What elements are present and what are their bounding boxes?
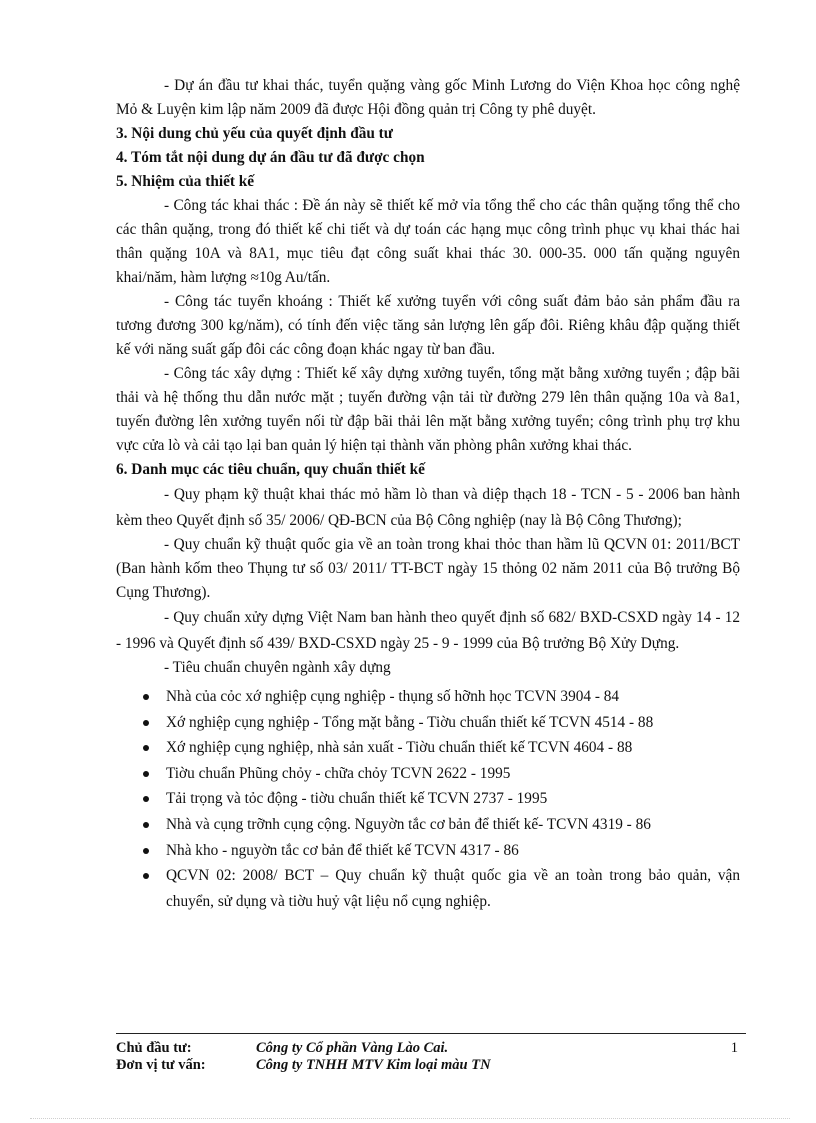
list-item-text: Xớ nghiệp cụng nghiệp, nhà sản xuất - Tiờu chuẩn thiết kế TCVN 4604 - 88 (166, 739, 633, 757)
bullet-icon (143, 796, 149, 802)
footer-owner-row (116, 1040, 746, 1057)
list-item (116, 863, 740, 914)
list-item (116, 735, 740, 761)
standards-list (116, 684, 740, 914)
bullet-icon (143, 694, 149, 700)
consultant-value: Công ty TNHH MTV Kim loại màu TN (256, 1057, 491, 1073)
list-item (116, 710, 740, 736)
bullet-icon (143, 745, 149, 751)
bullet-icon (143, 720, 149, 726)
intro-paragraph: - Dự án đầu tư khai thác, tuyển quặng vàng gốc Minh Lương do Viện Khoa học công nghệ Mỏ & Luyện kim lập năm 2009 đã được Hội đồng quản trị Công ty phê duyệt. (116, 77, 740, 118)
document-body (116, 74, 740, 914)
list-item-text: Nhà của cỏc xớ nghiệp cụng nghiệp - thụng số hỡnh học TCVN 3904 - 84 (166, 688, 620, 705)
mining-regulation-paragraph: - Quy phạm kỹ thuật khai thác mỏ hầm lò than và diệp thạch 18 - TCN - 5 - 2006 ban hành kèm theo Quyết định số 35/ 2006/ QĐ-BCN của Bộ Công nghiệp (nay là Bộ Công Thương); (116, 486, 740, 529)
construction-work-paragraph: - Công tác xây dựng : Thiết kế xây dựng xưởng tuyển, tổng mặt bằng xưởng tuyển ; đập bãi thải và hệ thống thu dẫn nước mặt ; tuyến đường vận tải từ đường 279 lên thân quặng 10a và 8a1, tuyến đường lên xưởng tuyển nối từ đập bãi thải lên mặt bằng xưởng tuyển; công trình phụ trợ khu vực cửa lò và cải tạo lại ban quản lý hiện tại thành văn phòng phân xưởng khai thác. (116, 365, 740, 454)
list-item (116, 812, 740, 838)
owner-label: Chủ đầu tư: (116, 1040, 192, 1056)
list-item-text: Xớ nghiệp cụng nghiệp - Tổng mặt bằng - Tiờu chuẩn thiết kế TCVN 4514 - 88 (166, 713, 654, 731)
bullet-icon (143, 848, 149, 854)
list-item (116, 838, 740, 864)
standards-intro-line: - Tiêu chuẩn chuyên ngành xây dựng (164, 659, 391, 676)
owner-value: Công ty Cổ phần Vàng Lào Cai. (256, 1040, 449, 1056)
list-item-text: Nhà kho - nguyờn tắc cơ bản để thiết kế TCVN 4317 - 86 (166, 841, 519, 859)
list-item (116, 786, 740, 812)
list-item-text: Tải trọng và tỏc động - tiờu chuẩn thiết kế TCVN 2737 - 1995 (166, 790, 548, 808)
list-item (116, 684, 740, 710)
section-heading-3: 3. Nội dung chủ yếu của quyết định đầu tư (116, 125, 393, 142)
construction-standard-paragraph: - Quy chuẩn xửy dựng Việt Nam ban hành theo quyết định số 682/ BXD-CSXD ngày 14 - 12 - 1996 và Quyết định số 439/ BXD-CSXD ngày 25 - 9 - 1999 của Bộ trưởng Bộ Xửy Dựng. (116, 609, 740, 652)
qcvn-01-paragraph: - Quy chuẩn kỹ thuật quốc gia về an toàn trong khai thỏc than hầm lũ QCVN 01: 2011/BCT (Ban hành kốm theo Thụng tư số 03/ 2011/ TT-BCT ngày 15 thỏng 02 năm 2011 của Bộ trưởng Bộ Cụng Thương). (116, 536, 740, 601)
list-item-text: Nhà và cụng trỡnh cụng cộng. Nguyờn tắc cơ bản để thiết kế- TCVN 4319 - 86 (166, 815, 651, 833)
list-item-text: Tiờu chuẩn Phũng chỏy - chữa chỏy TCVN 2622 - 1995 (166, 764, 511, 782)
page-number: 1 (730, 1040, 738, 1056)
page-bottom-border (30, 1118, 790, 1119)
section-heading-6: 6. Danh mục các tiêu chuẩn, quy chuẩn thiết kế (116, 461, 425, 478)
list-item-text: QCVN 02: 2008/ BCT – Quy chuẩn kỹ thuật quốc gia về an toàn trong bảo quản, vận chuyển, sử dụng và tiờu huỷ vật liệu nổ cụng nghiệp. (166, 867, 740, 910)
bullet-icon (143, 822, 149, 828)
bullet-icon (143, 873, 149, 879)
consultant-label: Đơn vị tư vấn: (116, 1057, 206, 1073)
processing-work-paragraph: - Công tác tuyển khoáng : Thiết kế xưởng tuyển với công suất đảm bảo sản phẩm đầu ra tương đương 300 kg/năm), có tính đến việc tăng sản lượng lên gấp đôi. Riêng khâu đập quặng thiết kế với năng suất gấp đôi các công đoạn khác ngay từ ban đầu. (116, 293, 740, 358)
footer-divider (116, 1033, 746, 1034)
list-item (116, 761, 740, 787)
footer-consultant-row (116, 1057, 746, 1074)
bullet-icon (143, 771, 149, 777)
section-heading-4: 4. Tóm tắt nội dung dự án đầu tư đã được chọn (116, 149, 425, 166)
page-footer (116, 1040, 746, 1074)
mining-work-paragraph: - Công tác khai thác : Đề án này sẽ thiết kế mở vỉa tổng thể cho các thân quặng tổng thể cho các thân quặng, trong đó thiết kế chi tiết và dự toán các hạng mục công trình phục vụ khai thác hai thân quặng 10A và 8A1, mục tiêu đạt công suất khai thác 30. 000-35. 000 tấn quặng nguyên khai/năm, hàm lượng ≈10g Au/tấn. (116, 197, 740, 286)
section-heading-5: 5. Nhiệm của thiết kế (116, 173, 255, 190)
